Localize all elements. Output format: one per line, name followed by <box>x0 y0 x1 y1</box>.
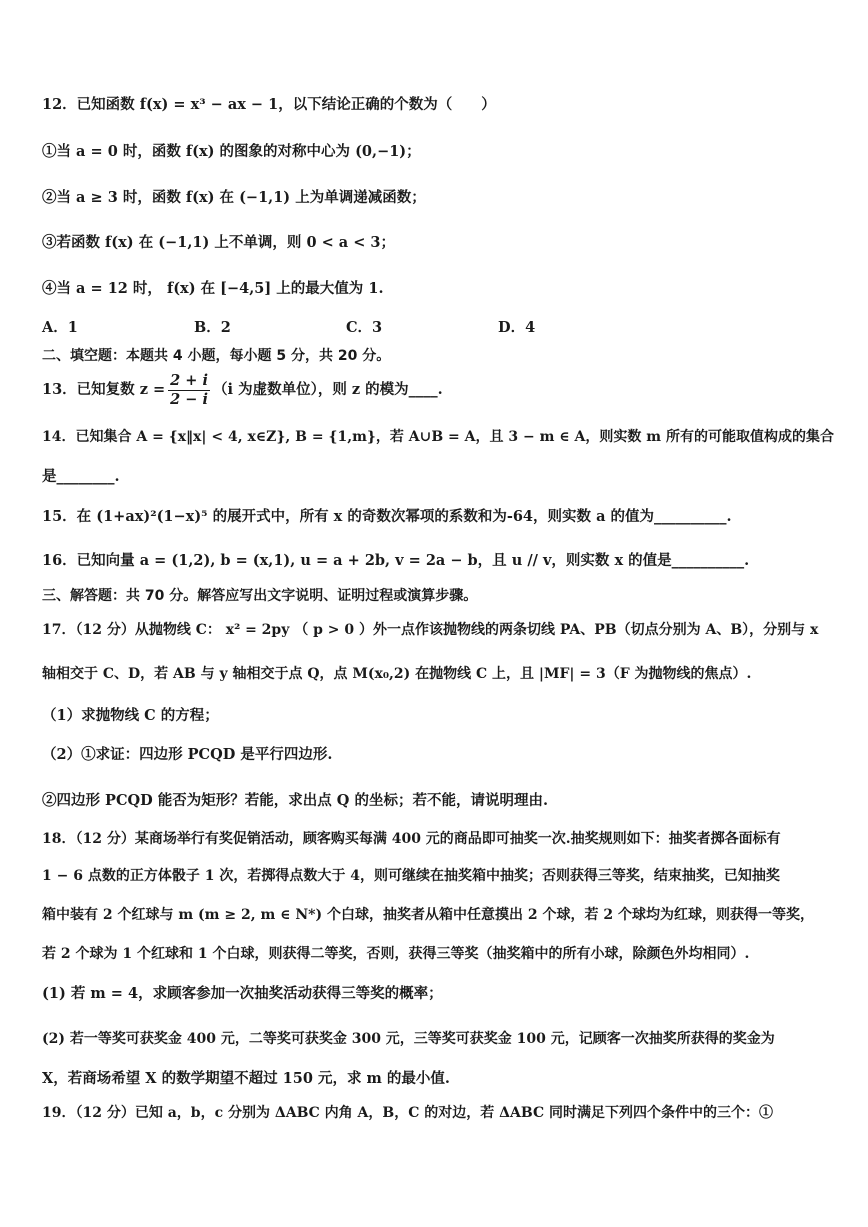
q18-part-2-line-2: X，若商场希望 X 的数学期望不超过 150 元，求 m 的最小值. <box>42 1070 450 1087</box>
q16: 16．已知向量 a = (1,2), b = (x,1), u = a + 2b, v = 2a − b，且 u // v，则实数 x 的值是__________. <box>42 552 750 569</box>
section-2-heading: 二、填空题：本题共 4 小题，每小题 5 分，共 20 分。 <box>42 348 391 364</box>
q17-part-2: （2）①求证：四边形 PCQD 是平行四边形. <box>42 746 333 763</box>
q17-part-2-sub: ②四边形 PCQD 能否为矩形？若能，求出点 Q 的坐标；若不能，请说明理由. <box>42 792 549 809</box>
q13-suffix: （i 为虚数单位），则 z 的模为____. <box>213 381 443 398</box>
q13-numerator: 2 + i <box>170 371 209 389</box>
q13-fraction <box>168 372 210 409</box>
q12-statement-4: ④当 a = 12 时， f(x) 在 [−4,5] 上的最大值为 1. <box>42 280 384 297</box>
q12-statement-1: ①当 a = 0 时，函数 f(x) 的图象的对称中心为 (0,−1)； <box>42 143 421 160</box>
q17-line-1: 17．（12 分）从抛物线 C： x² = 2py （ p > 0 ）外一点作该抛物线的两条切线 PA、PB（切点分别为 A、B），分别与 x <box>42 622 819 638</box>
q18-line-4: 若 2 个球为 1 个红球和 1 个白球，则获得二等奖，否则，获得三等奖（抽奖箱中的所有小球，除颜色外均相同）. <box>42 946 750 962</box>
q13 <box>42 370 838 410</box>
q14-line-1: 14．已知集合 A = {x‖x| < 4, x∈Z}, B = {1,m}，若 A∪B = A，且 3 − m ∈ A，则实数 m 所有的可能取值构成的集合 <box>42 429 834 445</box>
q12-statement-2: ②当 a ≥ 3 时，函数 f(x) 在 (−1,1) 上为单调递减函数； <box>42 189 426 206</box>
q13-prefix: 13．已知复数 z = <box>42 381 166 398</box>
q12-options <box>42 318 838 338</box>
q18-line-1: 18．（12 分）某商场举行有奖促销活动，顾客购买每满 400 元的商品即可抽奖一次.抽奖规则如下：抽奖者掷各面标有 <box>42 831 781 847</box>
section-3-heading: 三、解答题：共 70 分。解答应写出文字说明、证明过程或演算步骤。 <box>42 588 478 604</box>
q17-line-2: 轴相交于 C、D，若 AB 与 y 轴相交于点 Q，点 M(x₀,2) 在抛物线 C 上，且 |MF| = 3（F 为抛物线的焦点）. <box>42 666 752 682</box>
q12-stem: 12．已知函数 f(x) = x³ − ax − 1，以下结论正确的个数为（ ） <box>42 96 496 113</box>
q15: 15．在 (1+ax)²(1−x)⁵ 的展开式中，所有 x 的奇数次幂项的系数和为-64，则实数 a 的值为__________. <box>42 508 732 525</box>
q18-line-2: 1 − 6 点数的正方体骰子 1 次，若掷得点数大于 4，则可继续在抽奖箱中抽奖；否则获得三等奖，结束抽奖，已知抽奖 <box>42 868 780 884</box>
q18-line-3: 箱中装有 2 个红球与 m (m ≥ 2, m ∈ N*) 个白球，抽奖者从箱中任意摸出 2 个球，若 2 个球均为红球，则获得一等奖， <box>42 907 814 923</box>
q12-option-d: D．4 <box>498 319 536 336</box>
q18-part-1: (1) 若 m = 4，求顾客参加一次抽奖活动获得三等奖的概率； <box>42 985 443 1002</box>
q12-option-a: A．1 <box>42 319 78 336</box>
q12-option-b: B．2 <box>194 319 231 336</box>
q18-part-2-line-1: (2) 若一等奖可获奖金 400 元，二等奖可获奖金 300 元，三等奖可获奖金 100 元，记顾客一次抽奖所获得的奖金为 <box>42 1031 775 1047</box>
q17-part-1: （1）求抛物线 C 的方程； <box>42 707 219 724</box>
q14-line-2: 是________. <box>42 468 120 485</box>
q19-line-1: 19．（12 分）已知 a，b，c 分别为 ΔABC 内角 A，B，C 的对边，若 ΔABC 同时满足下列四个条件中的三个：① <box>42 1105 773 1121</box>
q12-option-c: C．3 <box>346 319 383 336</box>
q12-statement-3: ③若函数 f(x) 在 (−1,1) 上不单调，则 0 < a < 3； <box>42 234 396 251</box>
q13-denominator: 2 − i <box>170 390 209 408</box>
